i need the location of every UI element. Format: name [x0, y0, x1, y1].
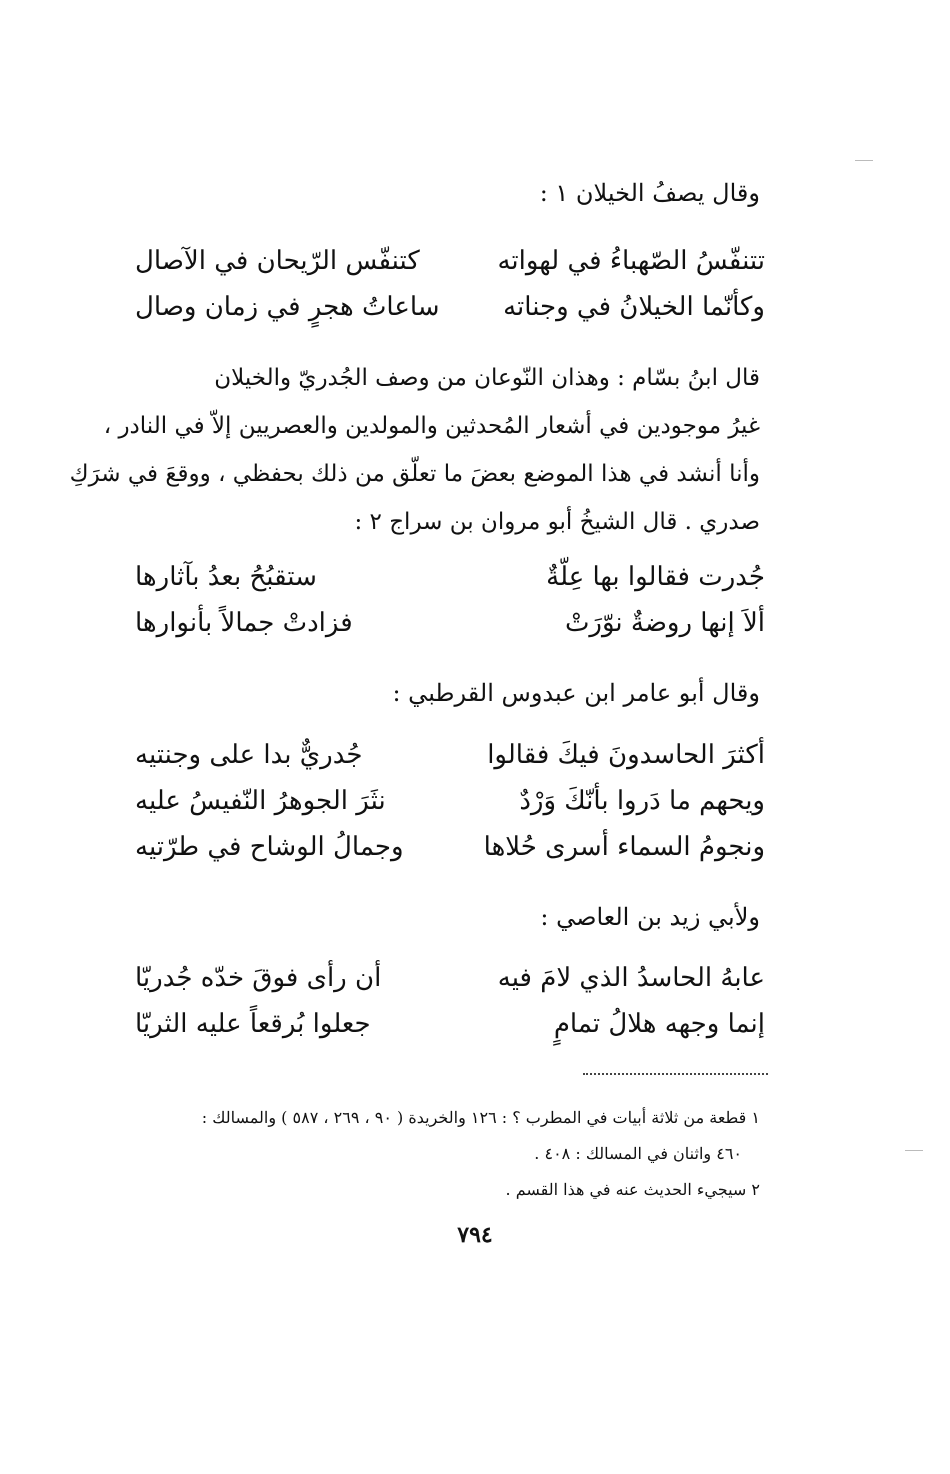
verse [135, 238, 765, 284]
first-hemistich: ونجومُ السماء أسرى حُلاها [483, 832, 765, 862]
poem-4 [135, 955, 765, 1047]
second-hemistich: جُدريٌّ بدا على وجنتيه [135, 740, 363, 770]
second-hemistich: ستقبُحُ بعدُ بآثارها [135, 562, 317, 592]
poem-2 [135, 554, 765, 646]
footnote-1: ١ قطعة من ثلاثة أبيات في المطرب ؟ : ١٢٦ والخريدة ( ٩٠ ، ٢٦٩ ، ٥٨٧ ) والمسالك : [201, 1108, 760, 1127]
first-hemistich: تتنفّسُ الصّهباءُ في لهواته [497, 246, 765, 276]
second-hemistich: نثَرَ الجوهرُ النّفيسُ عليه [135, 786, 386, 816]
poem-3 [135, 732, 765, 870]
footnote-2: ٢ سيجيء الحديث عنه في هذا القسم . [505, 1180, 760, 1199]
footnote-separator [583, 1073, 768, 1075]
second-hemistich: فزادتْ جمالاً بأنوارها [135, 608, 353, 638]
first-hemistich: ويحهم ما دَروا بأنّكَ وَرْدٌ [519, 786, 765, 816]
prose-line: قال ابنُ بسّام : وهذان النّوعان من وصف الجُدريّ والخيلان [214, 365, 760, 391]
page-number: ٧٩٤ [457, 1222, 493, 1248]
prose-line: وأنا أنشد في هذا الموضع بعضَ ما تعلّق من ذلك بحفظي ، ووقعَ في شرَكِ [69, 461, 760, 487]
verse [135, 955, 765, 1001]
intro-line-1: وقال يصفُ الخيلان ١ : [539, 179, 760, 207]
intro-line-3: ولأبي زيد بن العاصي : [540, 903, 760, 931]
scan-mark [905, 1150, 923, 1151]
verse [135, 732, 765, 778]
first-hemistich: أكثرَ الحاسدونَ فيكَ فقالوا [487, 740, 765, 770]
second-hemistich: ساعاتُ هجرٍ في زمان وصال [135, 292, 440, 322]
prose-line: صدري . قال الشيخُ أبو مروان بن سراج ٢ : [354, 509, 760, 535]
verse [135, 600, 765, 646]
second-hemistich: أن رأى فوقَ خدّه جُدريّا [135, 963, 382, 993]
first-hemistich: إنما وجهه هلالُ تمامٍ [553, 1009, 765, 1039]
first-hemistich: وكأنّما الخيلانُ في وجناته [503, 292, 765, 322]
first-hemistich: ألاَ إنها روضةٌ نوّرَتْ [564, 608, 765, 638]
second-hemistich: كتنفّس الرّيحان في الآصال [135, 246, 420, 276]
first-hemistich: جُدرت فقالوا بها عِلّةٌ [546, 562, 765, 592]
verse [135, 824, 765, 870]
prose-line: غيرُ موجودين في أشعار المُحدثين والمولدين والعصريين إلاّ في النادر ، [103, 413, 760, 439]
second-hemistich: جعلوا بُرقعاً عليه الثريّا [135, 1009, 371, 1039]
second-hemistich: وجمالُ الوشاح في طرّتيه [135, 832, 404, 862]
verse [135, 284, 765, 330]
poem-1 [135, 238, 765, 330]
footnote-1-continued: ٤٦٠ واثنان في المسالك : ٤٠٨ . [534, 1144, 742, 1163]
verse [135, 554, 765, 600]
prose-paragraph [69, 354, 760, 546]
scan-mark [855, 160, 873, 161]
first-hemistich: عابهُ الحاسدُ الذي لامَ فيه [497, 963, 765, 993]
verse [135, 1001, 765, 1047]
intro-line-2: وقال أبو عامر ابن عبدوس القرطبي : [392, 679, 760, 707]
footnotes [120, 1100, 760, 1208]
verse [135, 778, 765, 824]
